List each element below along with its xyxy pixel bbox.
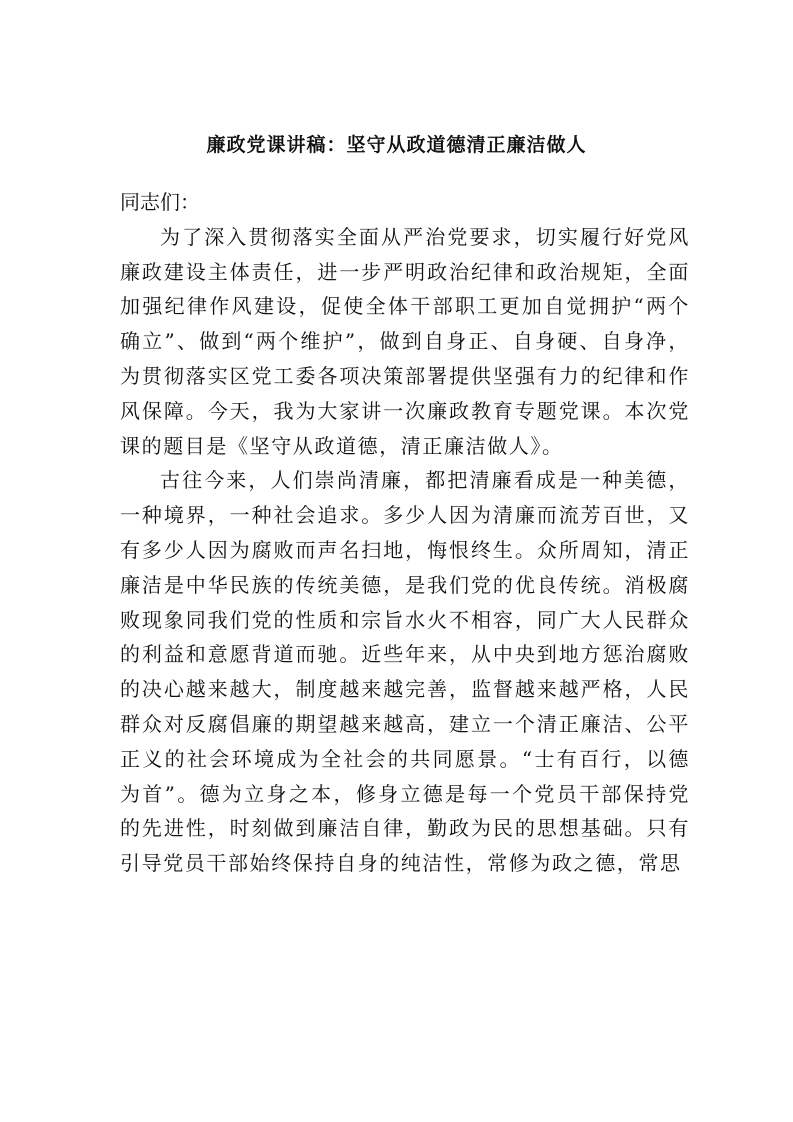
paragraph-1: 为了深入贯彻落实全面从严治党要求，切实履行好党风廉政建设主体责任，进一步严明政治纪律和政治规矩，全面加强纪律作风建设，促使全体干部职工更加自觉拥护“两个确立”、做到“两个维护”，做到自身正、自身硬、自身净，为贯彻落实区党工委各项决策部署提供坚强有力的纪律和作风保障。今天，我为大家讲一次廉政教育专题党课。本次党课的题目是《坚守从政道德，清正廉洁做人》。 — [120, 224, 690, 458]
document-title: 廉政党课讲稿：坚守从政道德清正廉洁做人 — [206, 134, 587, 156]
document-body — [120, 185, 690, 881]
paragraph-2: 古往今来，人们崇尚清廉，都把清廉看成是一种美德，一种境界，一种社会追求。多少人因为清廉而流芳百世，又有多少人因为腐败而声名扫地，悔恨终生。众所周知，清正廉洁是中华民族的传统美德，是我们党的优良传统。消极腐败现象同我们党的性质和宗旨水火不相容，同广大人民群众的利益和意愿背道而驰。近些年来，从中央到地方惩治腐败的决心越来越大，制度越来越完善，监督越来越严格，人民群众对反腐倡廉的期望越来越高，建立一个清正廉洁、公平正义的社会环境成为全社会的共同愿景。“士有百行，以德为首”。德为立身之本，修身立德是每一个党员干部保持党的先进性，时刻做到廉洁自律，勤政为民的思想基础。只有引导党员干部始终保持自身的纯洁性，常修为政之德，常思 — [120, 468, 690, 876]
salutation: 同志们： — [120, 190, 200, 214]
